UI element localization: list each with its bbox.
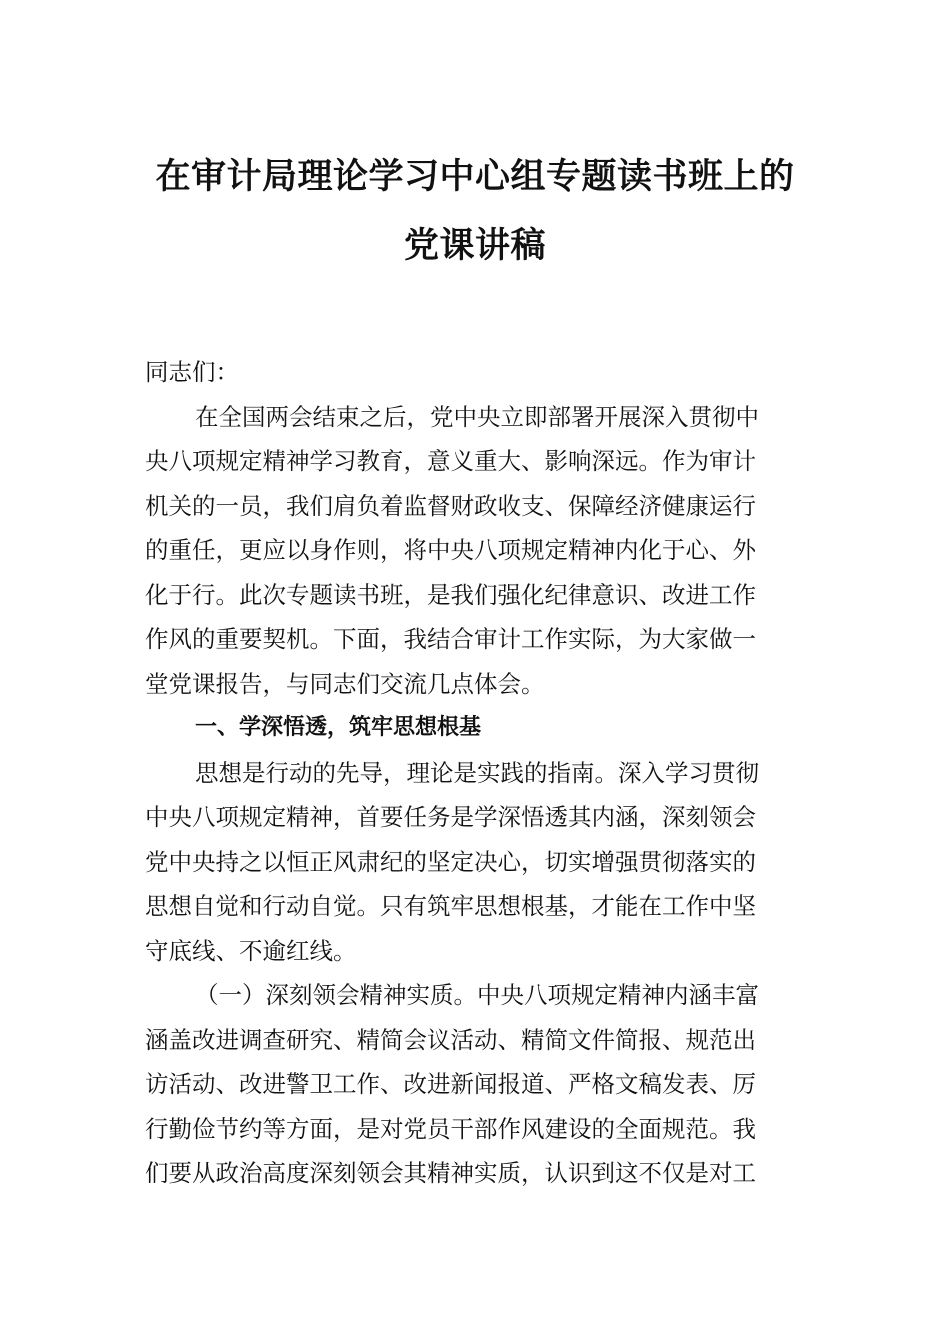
paragraph-line: 们要从政治高度深刻领会其精神实质，认识到这不仅是对工 [145, 1159, 756, 1187]
paragraph-line: 行勤俭节约等方面，是对党员干部作风建设的全面规范。我 [145, 1114, 756, 1143]
section-heading: 一、学深悟透，筑牢思想根基 [195, 715, 482, 740]
paragraph-line: 中央八项规定精神，首要任务是学深悟透其内涵，深刻领会 [145, 803, 756, 831]
title-line-2: 党课讲稿 [403, 226, 546, 266]
paragraph-line: 思想自觉和行动自觉。只有筑牢思想根基，才能在工作中坚 [145, 892, 756, 920]
paragraph-line: 守底线、不逾红线。 [145, 936, 357, 965]
paragraph-line: 同志们： [145, 358, 239, 386]
document-title [0, 157, 950, 266]
paragraph-line: （一）深刻领会精神实质。中央八项规定精神内涵丰富 [195, 981, 759, 1009]
paragraph-line: 机关的一员，我们肩负着监督财政收支、保障经济健康运行 [145, 491, 756, 520]
paragraph-line: 的重任，更应以身作则，将中央八项规定精神内化于心、外 [145, 536, 756, 564]
paragraph-line: 作风的重要契机。下面，我结合审计工作实际，为大家做一 [145, 625, 756, 653]
paragraph-line: 堂党课报告，与同志们交流几点体会。 [145, 669, 545, 698]
paragraph-line: 党中央持之以恒正风肃纪的坚定决心，切实增强贯彻落实的 [145, 847, 756, 876]
paragraph-line: 思想是行动的先导，理论是实践的指南。深入学习贯彻 [195, 758, 759, 787]
paragraph-line: 央八项规定精神学习教育，意义重大、影响深远。作为审计 [145, 447, 756, 475]
paragraph-line: 访活动、改进警卫工作、改进新闻报道、严格文稿发表、厉 [145, 1070, 756, 1098]
document-body [145, 350, 809, 1196]
title-line-1: 在审计局理论学习中心组专题读书班上的 [155, 157, 795, 197]
paragraph-line: 化于行。此次专题读书班，是我们强化纪律意识、改进工作 [145, 580, 756, 609]
paragraph-line: 涵盖改进调查研究、精简会议活动、精简文件简报、规范出 [145, 1025, 756, 1054]
paragraph-line: 在全国两会结束之后，党中央立即部署开展深入贯彻中 [195, 402, 759, 431]
